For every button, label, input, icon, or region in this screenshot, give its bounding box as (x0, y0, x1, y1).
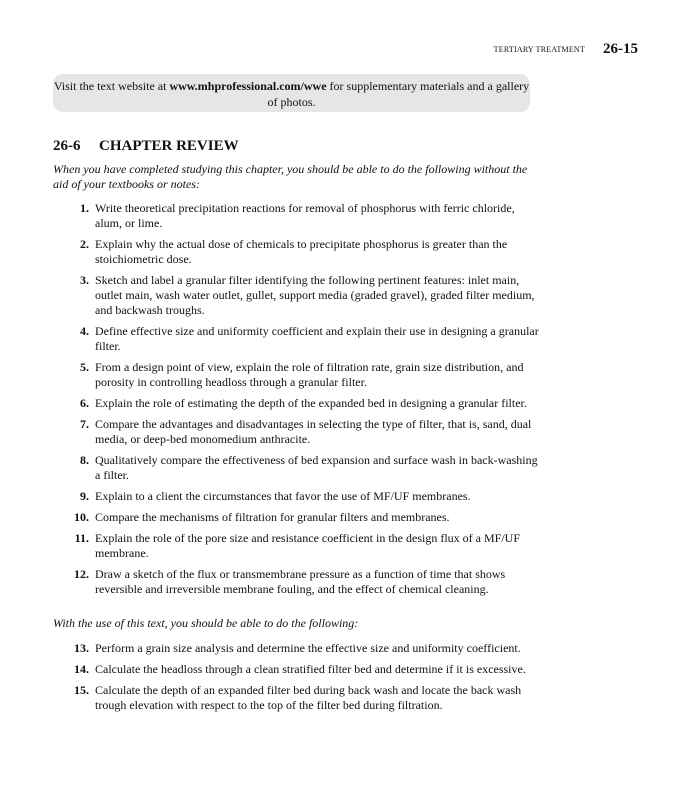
objective-item (53, 489, 543, 504)
objective-item (53, 662, 543, 677)
callout-text-after: for supplementary materials and a gallery of photos. (267, 79, 530, 109)
objective-number: 10. (74, 510, 89, 524)
objective-text: Write theoretical precipitation reactions for removal of phosphorus with ferric chloride, alum, or lime. (95, 201, 515, 230)
objectives-list-with-text (53, 641, 543, 719)
page-number: 26-15 (603, 40, 638, 57)
objective-item (53, 641, 543, 656)
section-number: 26-6 (53, 138, 81, 154)
callout-text-before: Visit the text website at (53, 79, 170, 93)
objective-text: Explain the role of estimating the depth of the expanded bed in designing a granular filter. (95, 396, 527, 410)
objective-number: 1. (80, 201, 89, 215)
objective-text: Calculate the headloss through a clean stratified filter bed and determine if it is excessive. (95, 662, 526, 676)
objective-item (53, 360, 543, 390)
objective-item (53, 237, 543, 267)
objective-item (53, 453, 543, 483)
objective-number: 2. (80, 237, 89, 251)
intro-with-text: With the use of this text, you should be able to do the following: (53, 616, 359, 630)
objective-item (53, 567, 543, 597)
objective-text: Perform a grain size analysis and determine the effective size and uniformity coefficient. (95, 641, 521, 655)
objective-number: 9. (80, 489, 89, 503)
objective-number: 14. (74, 662, 89, 676)
objective-number: 4. (80, 324, 89, 338)
running-head-section: TERTIARY TREATMENT (493, 44, 585, 54)
objective-item (53, 396, 543, 411)
objective-number: 3. (80, 273, 89, 287)
objective-number: 8. (80, 453, 89, 467)
objective-item (53, 273, 543, 318)
objective-number: 6. (80, 396, 89, 410)
objective-item (53, 531, 543, 561)
objective-item (53, 324, 543, 354)
section-heading (53, 138, 239, 155)
objectives-list-without-aid (53, 201, 543, 603)
objective-text: Compare the mechanisms of filtration for granular filters and membranes. (95, 510, 450, 524)
objective-text: Define effective size and uniformity coefficient and explain their use in designing a granular filter. (95, 324, 539, 353)
website-callout-box (53, 74, 530, 112)
objective-text: Explain why the actual dose of chemicals to precipitate phosphorus is greater than the stoichiometric dose. (95, 237, 508, 266)
objective-text: Qualitatively compare the effectiveness of bed expansion and surface wash in back-washing a filter. (95, 453, 538, 482)
objective-text: Explain to a client the circumstances that favor the use of MF/UF membranes. (95, 489, 471, 503)
objective-text: Compare the advantages and disadvantages in selecting the type of filter, that is, sand, dual media, or deep-bed monomedium anthracite. (95, 417, 532, 446)
objective-number: 15. (74, 683, 89, 697)
objective-item (53, 510, 543, 525)
objective-item (53, 417, 543, 447)
objective-text: From a design point of view, explain the role of filtration rate, grain size distribution, and porosity in controlling headloss through a granular filter. (95, 360, 524, 389)
intro-without-aid: When you have completed studying this chapter, you should be able to do the following without the aid of your textbooks or notes: (53, 162, 528, 191)
objective-item (53, 683, 543, 713)
running-head (0, 40, 638, 58)
objective-text: Explain the role of the pore size and resistance coefficient in the design flux of a MF/UF membrane. (95, 531, 520, 560)
objective-text: Calculate the depth of an expanded filter bed during back wash and locate the back wash trough elevation with respect to the top of the filter bed during filtration. (95, 683, 522, 712)
objective-number: 13. (74, 641, 89, 655)
objective-number: 7. (80, 417, 89, 431)
section-title: CHAPTER REVIEW (99, 138, 239, 154)
objective-text: Sketch and label a granular filter identifying the following pertinent features: inlet main, outlet main, wash water outlet, gullet, support media (graded gravel), graded filter medium, and backwash troughs. (95, 273, 535, 317)
objective-number: 11. (74, 531, 89, 545)
objective-text: Draw a sketch of the flux or transmembrane pressure as a function of time that shows reversible and irreversible membrane fouling, and the effect of chemical cleaning. (95, 567, 506, 596)
objective-item (53, 201, 543, 231)
objective-number: 5. (80, 360, 89, 374)
website-url: www.mhprofessional.com/wwe (169, 79, 327, 93)
objective-number: 12. (74, 567, 89, 581)
